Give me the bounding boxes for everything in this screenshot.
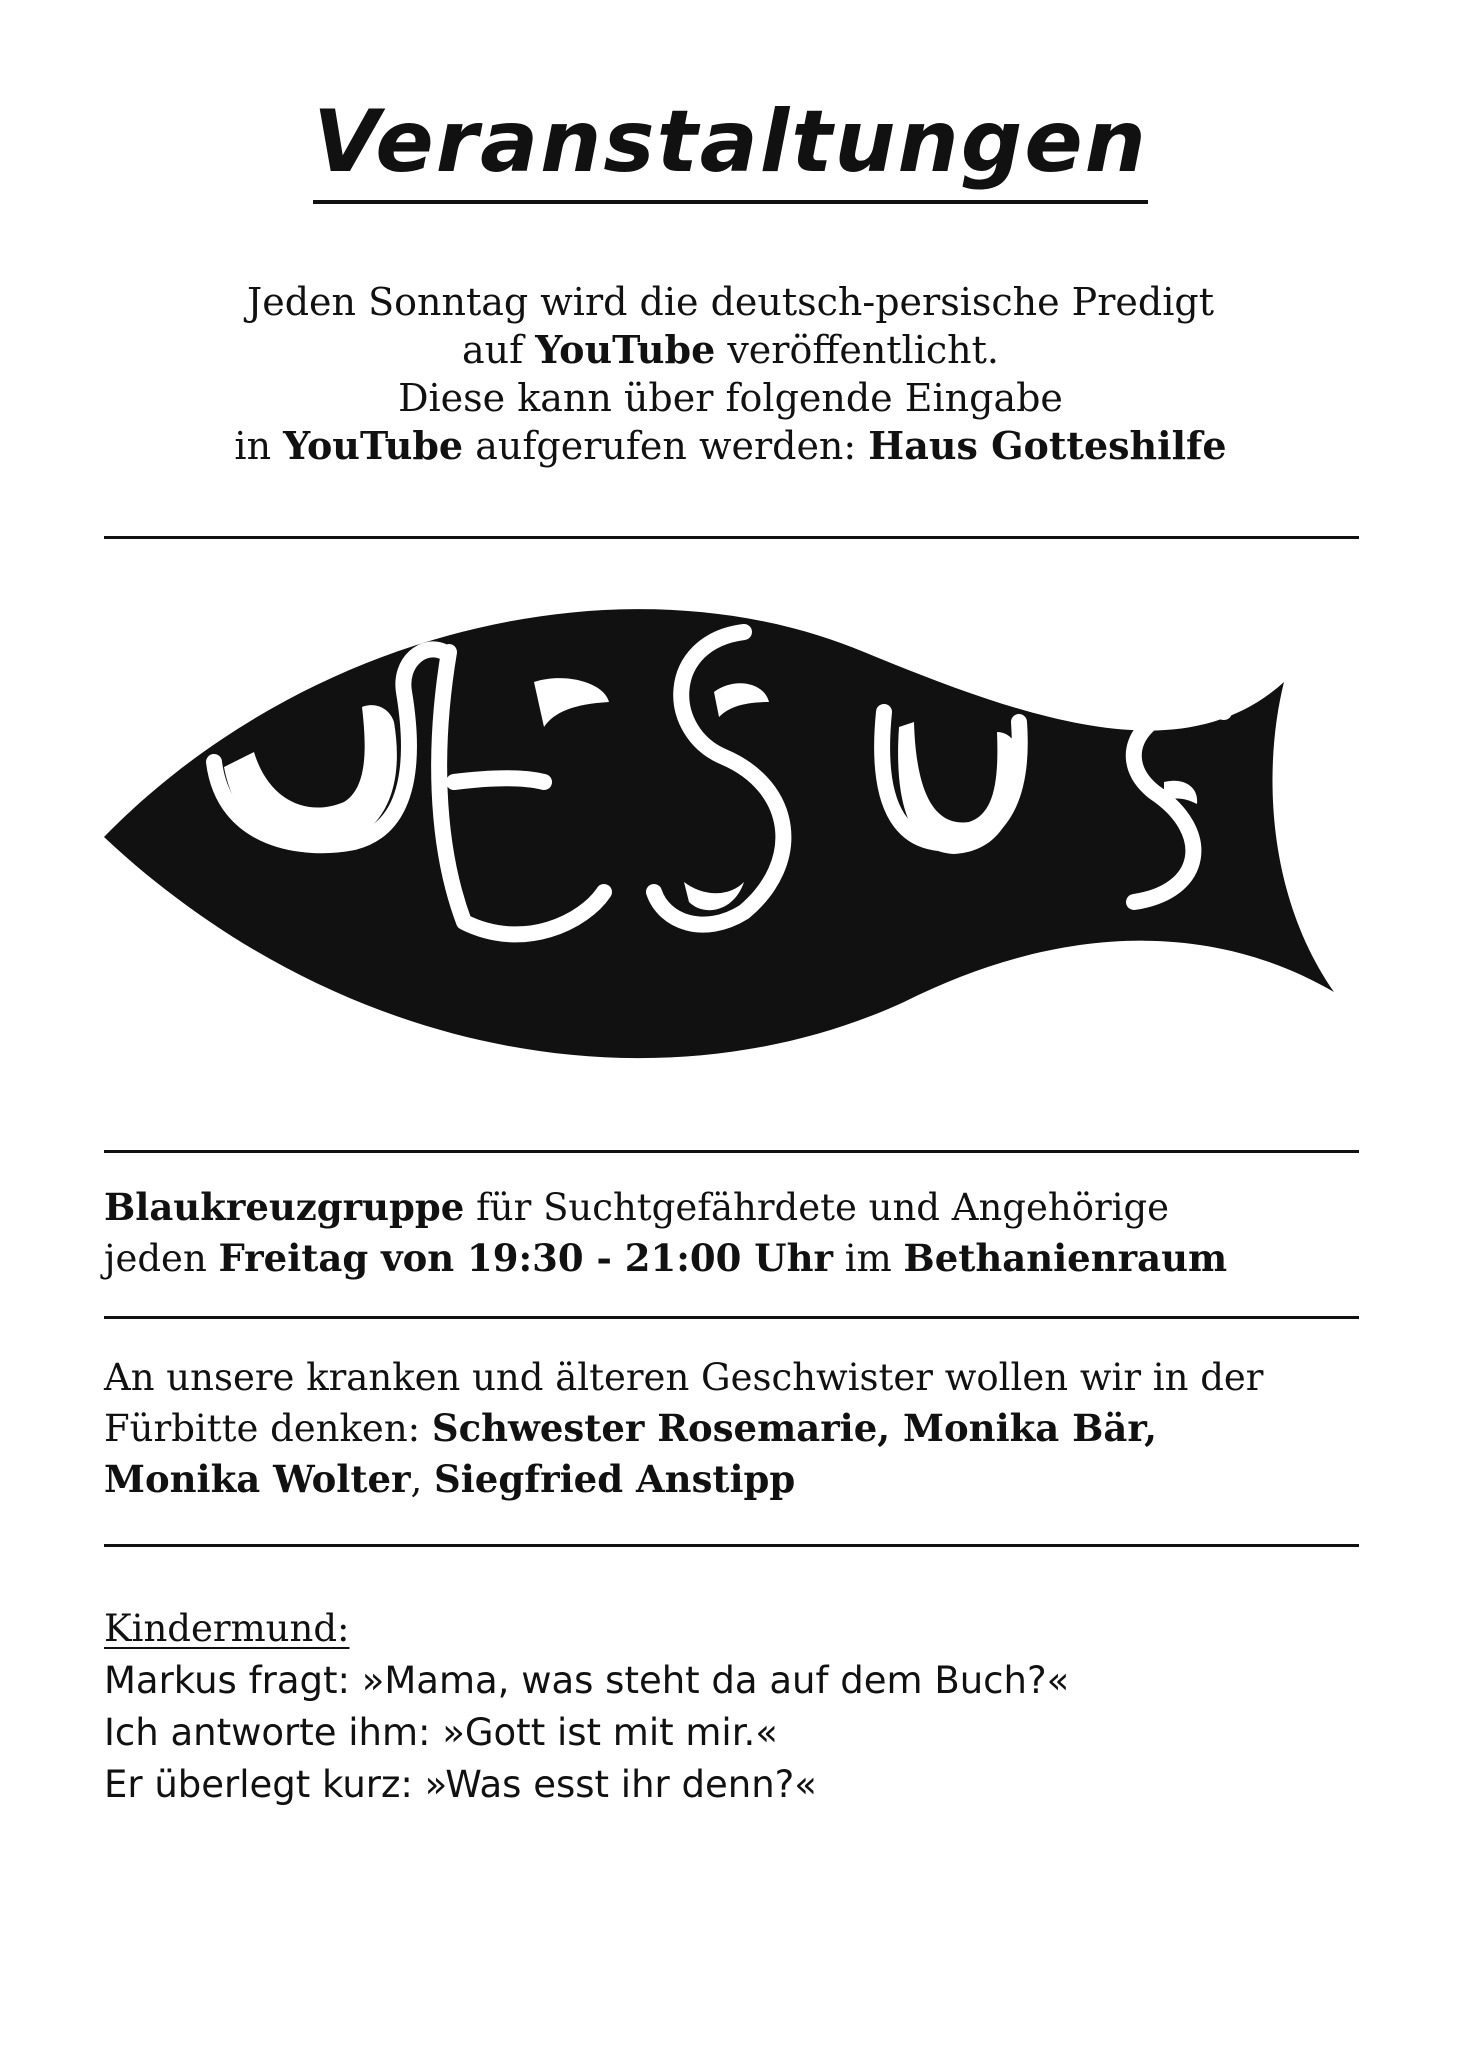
room-name: Bethanienraum bbox=[903, 1236, 1228, 1280]
youtube-name: YouTube bbox=[535, 327, 716, 372]
page-title bbox=[0, 92, 1461, 204]
schedule-time: Freitag von 19:30 - 21:00 Uhr bbox=[218, 1236, 833, 1280]
group-name: Blaukreuzgruppe bbox=[104, 1185, 465, 1229]
fuerbitte-text: Fürbitte denken: bbox=[104, 1407, 432, 1450]
divider bbox=[104, 1544, 1359, 1547]
intro-line-1: Jeden Sonntag wird die deutsch-persische Predigt bbox=[247, 280, 1214, 324]
blaukreuz-line-1 bbox=[104, 1182, 1359, 1233]
intro-line-3: Diese kann über folgende Eingabe bbox=[398, 376, 1063, 420]
fuerbitte-line-1: An unsere kranken und älteren Geschwister wollen wir in der bbox=[104, 1356, 1264, 1399]
kindermund-line: Er überlegt kurz: »Was esst ihr denn?« bbox=[104, 1763, 817, 1806]
group-description: für Suchtgefährdete und Angehörige bbox=[464, 1186, 1170, 1229]
blaukreuz-line-2 bbox=[104, 1233, 1359, 1284]
page-title-text: Veranstaltungen bbox=[313, 95, 1148, 204]
schedule-text: jeden bbox=[104, 1237, 219, 1280]
divider bbox=[104, 1150, 1359, 1153]
intro-text: veröffentlicht. bbox=[715, 328, 999, 372]
separator: , bbox=[410, 1458, 435, 1501]
schedule-text: im bbox=[832, 1237, 904, 1280]
kindermund-heading: Kindermund: bbox=[104, 1607, 350, 1650]
divider bbox=[104, 536, 1359, 539]
prayer-name: Monika Wolter bbox=[104, 1457, 411, 1501]
kindermund-line: Ich antworte ihm: »Gott ist mit mir.« bbox=[104, 1711, 778, 1754]
fuerbitte-line-2 bbox=[104, 1403, 1359, 1454]
divider bbox=[104, 1316, 1359, 1319]
jesus-fish-logo bbox=[104, 592, 1364, 1092]
youtube-name: YouTube bbox=[283, 423, 464, 468]
fuerbitte-notice bbox=[104, 1353, 1359, 1505]
intro-line-4 bbox=[0, 422, 1461, 470]
kindermund-section bbox=[104, 1603, 1359, 1811]
channel-name: Haus Gotteshilfe bbox=[868, 423, 1227, 468]
kindermund-line: Markus fragt: »Mama, was steht da auf dem Buch?« bbox=[104, 1659, 1070, 1702]
fuerbitte-line-3 bbox=[104, 1454, 1359, 1505]
youtube-notice bbox=[0, 278, 1461, 470]
jesus-fish-icon bbox=[104, 592, 1364, 1092]
prayer-names: Schwester Rosemarie, Monika Bär, bbox=[431, 1406, 1158, 1450]
intro-line-2 bbox=[0, 326, 1461, 374]
intro-text: aufgerufen werden: bbox=[463, 424, 869, 468]
intro-text: auf bbox=[462, 328, 536, 372]
intro-text: in bbox=[234, 424, 284, 468]
prayer-name: Siegfried Anstipp bbox=[434, 1457, 796, 1501]
blaukreuz-announcement bbox=[104, 1182, 1359, 1284]
